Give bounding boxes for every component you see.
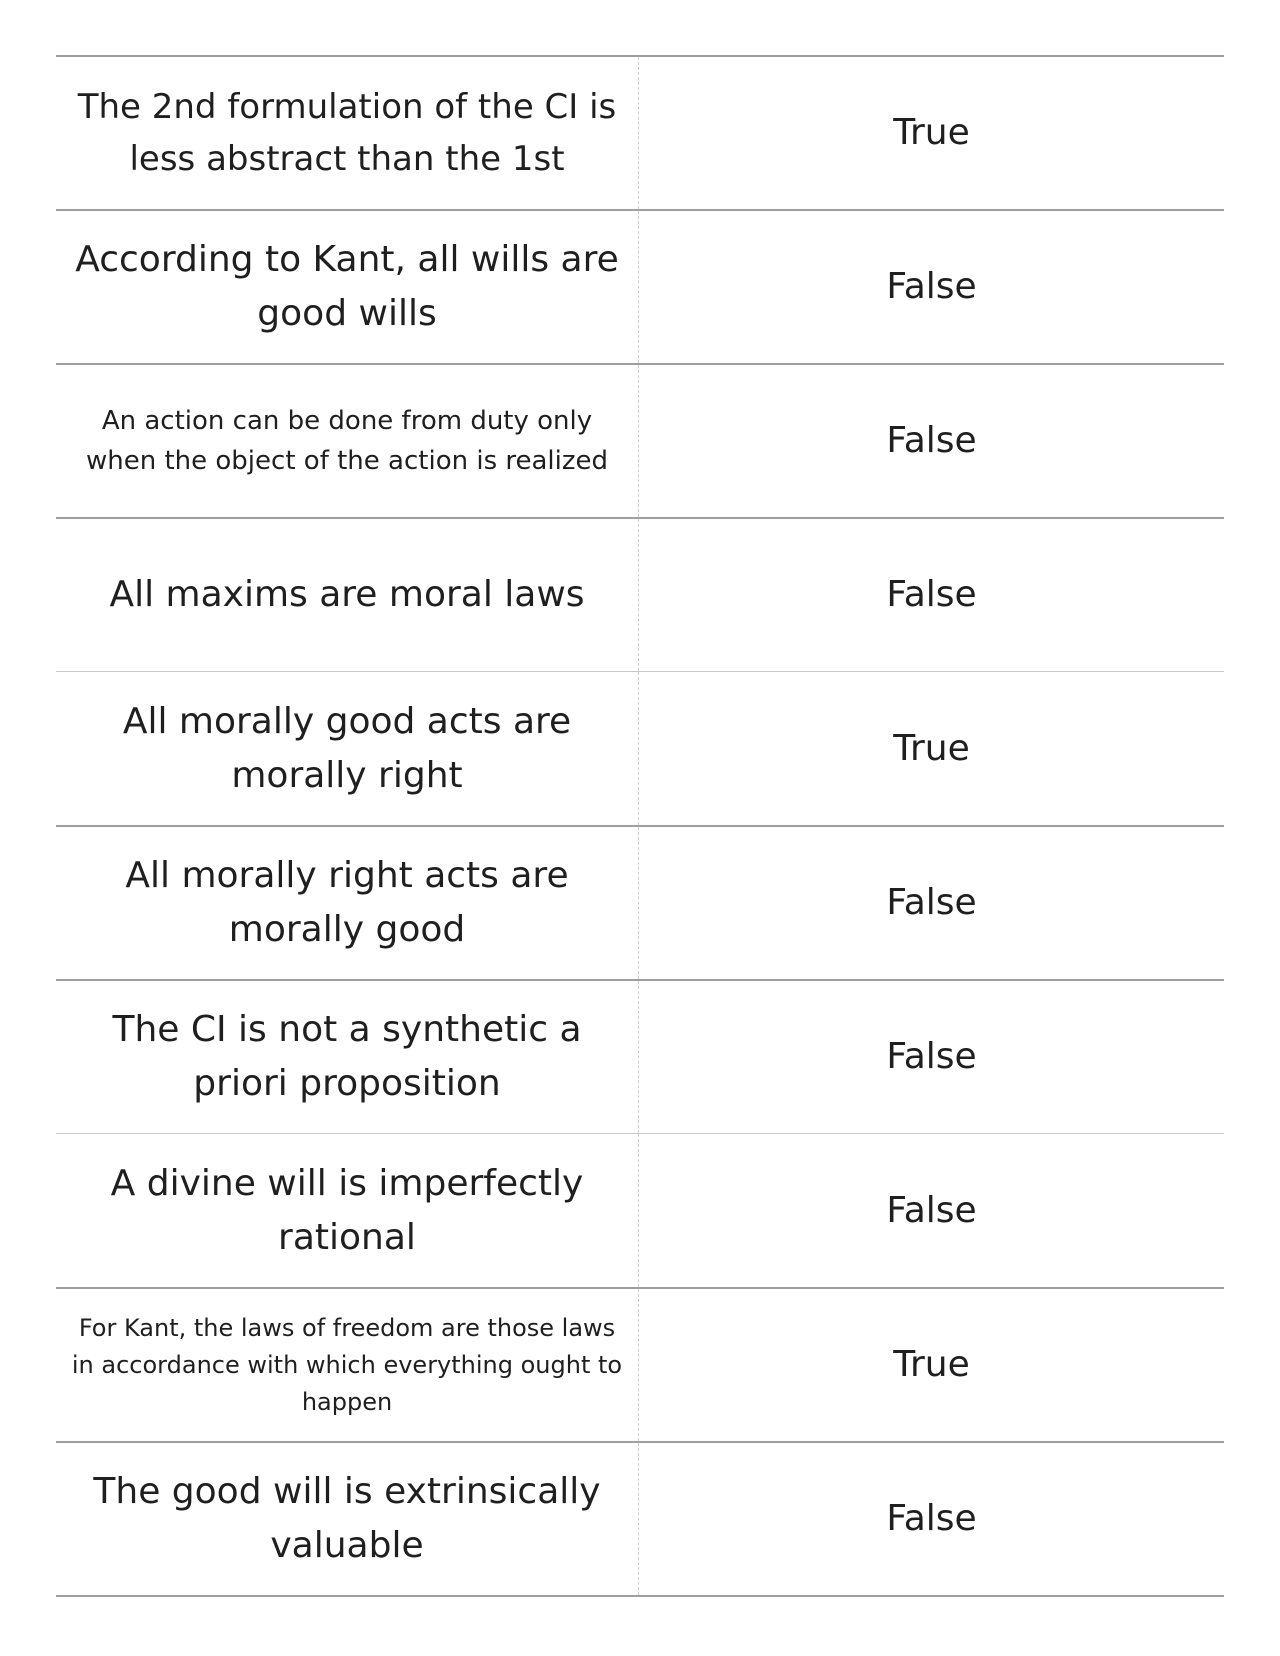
card-term <box>56 827 639 979</box>
flashcard-row <box>56 209 1224 363</box>
card-answer-text: False <box>886 420 977 461</box>
card-term <box>56 981 639 1133</box>
card-term-text: An action can be done from duty only when the object of the action is realized <box>85 406 609 476</box>
card-term <box>56 672 639 825</box>
flashcard-row <box>56 517 1224 671</box>
card-term <box>56 211 639 363</box>
card-term-text: For Kant, the laws of freedom are those laws in accordance with which everything ought to happen <box>71 1313 623 1416</box>
card-term-text: According to Kant, all wills are good wills <box>75 239 619 334</box>
card-term-text: All morally good acts are morally right <box>122 700 572 796</box>
card-answer <box>639 1134 1224 1287</box>
card-term-text: The good will is extrinsically valuable <box>93 1471 601 1566</box>
card-term <box>56 365 639 517</box>
card-answer <box>639 1443 1224 1595</box>
card-answer-text: False <box>886 574 977 615</box>
flashcard-sheet <box>56 55 1224 1597</box>
card-answer <box>639 211 1224 363</box>
card-answer-text: False <box>886 1189 977 1231</box>
card-term <box>56 519 639 671</box>
flashcard-row <box>56 363 1224 517</box>
card-term <box>56 57 639 209</box>
card-term-text: The 2nd formulation of the CI is less abstract than the 1st <box>77 87 617 179</box>
card-answer <box>639 1289 1224 1441</box>
card-answer-text: False <box>886 882 977 923</box>
flashcard-row <box>56 825 1224 979</box>
flashcard-row <box>56 1133 1224 1287</box>
flashcard-row <box>56 979 1224 1133</box>
card-answer <box>639 981 1224 1133</box>
card-answer-text: False <box>886 1036 977 1077</box>
card-answer-text: False <box>886 1498 977 1539</box>
card-term <box>56 1289 639 1441</box>
flashcard-row <box>56 671 1224 825</box>
flashcard-row <box>56 1287 1224 1441</box>
card-term <box>56 1134 639 1287</box>
card-answer-text: False <box>886 266 977 307</box>
flashcard-row <box>56 1441 1224 1597</box>
card-answer-text: True <box>893 1344 970 1385</box>
card-term-text: All maxims are moral laws <box>109 574 585 615</box>
card-answer <box>639 827 1224 979</box>
card-answer <box>639 672 1224 825</box>
card-answer-text: True <box>893 112 970 153</box>
card-answer <box>639 365 1224 517</box>
card-term-text: All morally right acts are morally good <box>125 855 569 950</box>
card-term-text: The CI is not a synthetic a priori proposition <box>112 1009 582 1104</box>
card-answer-text: True <box>893 727 970 769</box>
flashcard-row <box>56 55 1224 209</box>
card-answer <box>639 519 1224 671</box>
card-answer <box>639 57 1224 209</box>
card-term <box>56 1443 639 1595</box>
card-term-text: A divine will is imperfectly rational <box>110 1162 584 1258</box>
